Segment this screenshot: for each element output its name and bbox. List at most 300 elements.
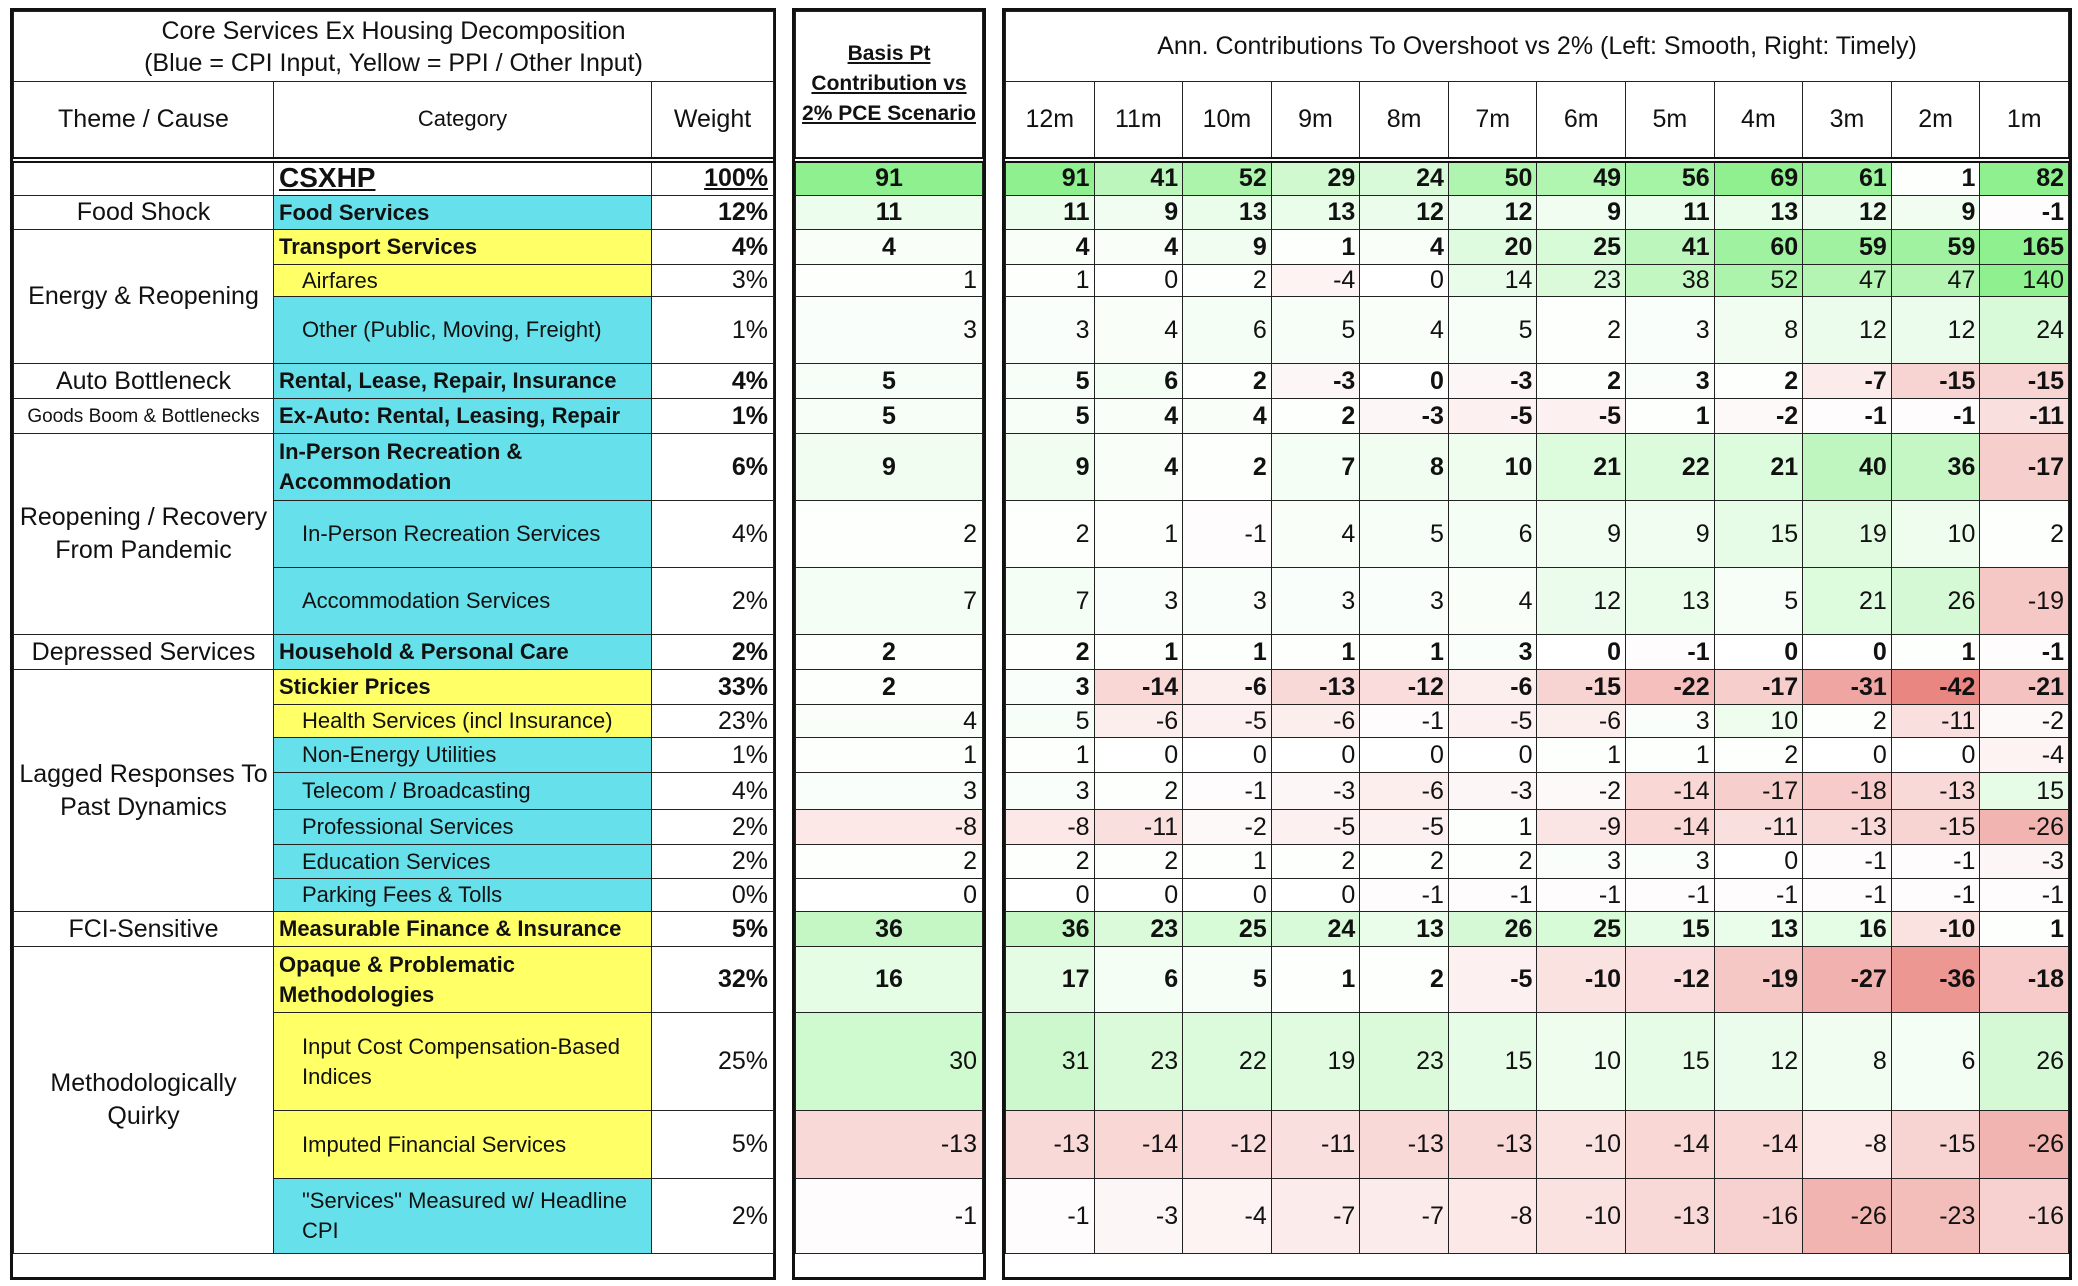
bp-row bbox=[796, 705, 983, 738]
contribution-cell: 2 bbox=[1271, 399, 1360, 434]
contribution-cell: 5 bbox=[1006, 705, 1095, 738]
contribution-cell: 10 bbox=[1537, 1013, 1626, 1111]
contribution-cell: -1 bbox=[1803, 879, 1892, 912]
bp-row bbox=[796, 773, 983, 810]
contribution-row bbox=[1006, 947, 2069, 1013]
bp-row bbox=[796, 568, 983, 635]
contribution-cell: -42 bbox=[1891, 670, 1980, 705]
bp-row bbox=[796, 879, 983, 912]
contribution-row bbox=[1006, 1179, 2069, 1254]
bp-row bbox=[796, 364, 983, 399]
contribution-cell: 5 bbox=[1006, 364, 1095, 399]
category-cell bbox=[274, 568, 652, 635]
bp-value-cell: -1 bbox=[796, 1179, 983, 1254]
bp-header: Basis Pt Contribution vs 2% PCE Scenario bbox=[796, 12, 983, 158]
contribution-cell: 13 bbox=[1360, 912, 1449, 947]
category-label: Rental, Lease, Repair, Insurance bbox=[279, 368, 617, 393]
bp-value-cell: 3 bbox=[796, 773, 983, 810]
bp-row bbox=[796, 845, 983, 879]
contribution-cell: 3 bbox=[1626, 364, 1715, 399]
contribution-cell: 41 bbox=[1626, 230, 1715, 265]
category-cell bbox=[274, 879, 652, 912]
contribution-cell: 10 bbox=[1448, 434, 1537, 501]
contribution-cell: 1 bbox=[1537, 738, 1626, 773]
contribution-cell: -15 bbox=[1891, 810, 1980, 845]
contribution-cell: -5 bbox=[1448, 399, 1537, 434]
month-header: 3m bbox=[1803, 82, 1892, 158]
month-header: 1m bbox=[1980, 82, 2069, 158]
contribution-cell: 91 bbox=[1006, 162, 1095, 196]
table-row bbox=[14, 434, 774, 501]
contribution-cell: 3 bbox=[1360, 568, 1449, 635]
month-header: 8m bbox=[1360, 82, 1449, 158]
bp-row bbox=[796, 196, 983, 230]
contribution-cell: 1 bbox=[1094, 501, 1183, 568]
contribution-cell: 10 bbox=[1891, 501, 1980, 568]
bp-row bbox=[796, 1013, 983, 1111]
contribution-row bbox=[1006, 364, 2069, 399]
contribution-cell: 13 bbox=[1271, 196, 1360, 230]
contribution-cell: -14 bbox=[1626, 810, 1715, 845]
contribution-cell: 6 bbox=[1891, 1013, 1980, 1111]
contribution-cell: 9 bbox=[1537, 196, 1626, 230]
weight-cell: 23% bbox=[652, 705, 774, 738]
contribution-row bbox=[1006, 196, 2069, 230]
contribution-cell: 3 bbox=[1448, 635, 1537, 670]
contribution-row bbox=[1006, 162, 2069, 196]
contribution-cell: -21 bbox=[1980, 670, 2069, 705]
category-label: Stickier Prices bbox=[279, 674, 431, 699]
category-label: Food Services bbox=[279, 199, 430, 225]
weight-cell: 4% bbox=[652, 501, 774, 568]
contribution-cell: 25 bbox=[1537, 230, 1626, 265]
contribution-cell: 0 bbox=[1271, 879, 1360, 912]
title-row bbox=[14, 12, 774, 82]
category-label: Transport Services bbox=[279, 234, 478, 259]
contribution-cell: 13 bbox=[1183, 196, 1272, 230]
contribution-cell: 1 bbox=[1448, 810, 1537, 845]
category-cell bbox=[274, 501, 652, 568]
contribution-cell: 49 bbox=[1537, 162, 1626, 196]
contribution-cell: -13 bbox=[1006, 1111, 1095, 1179]
contribution-cell: 9 bbox=[1891, 196, 1980, 230]
bp-row bbox=[796, 670, 983, 705]
contribution-row bbox=[1006, 434, 2069, 501]
category-label: Telecom / Broadcasting bbox=[302, 778, 531, 803]
bp-row bbox=[796, 230, 983, 265]
contribution-cell: 29 bbox=[1271, 162, 1360, 196]
contribution-cell: 2 bbox=[1360, 845, 1449, 879]
month-header: 11m bbox=[1094, 82, 1183, 158]
contribution-cell: 12 bbox=[1803, 297, 1892, 364]
contribution-cell: -17 bbox=[1714, 670, 1803, 705]
weight-cell: 12% bbox=[652, 196, 774, 230]
contribution-cell: 21 bbox=[1714, 434, 1803, 501]
contribution-cell: -3 bbox=[1980, 845, 2069, 879]
contribution-cell: 5 bbox=[1271, 297, 1360, 364]
contribution-cell: 0 bbox=[1360, 738, 1449, 773]
contribution-row bbox=[1006, 568, 2069, 635]
contribution-cell: -15 bbox=[1891, 1111, 1980, 1179]
contribution-cell: 3 bbox=[1626, 705, 1715, 738]
contribution-cell: 10 bbox=[1714, 705, 1803, 738]
contribution-cell: 4 bbox=[1094, 399, 1183, 434]
contribution-cell: 60 bbox=[1714, 230, 1803, 265]
table-row bbox=[14, 196, 774, 230]
contribution-cell: -2 bbox=[1980, 705, 2069, 738]
bp-value-cell: 7 bbox=[796, 568, 983, 635]
contribution-cell: 25 bbox=[1183, 912, 1272, 947]
month-header: 10m bbox=[1183, 82, 1272, 158]
contribution-cell: 6 bbox=[1094, 364, 1183, 399]
bp-value-cell: 16 bbox=[796, 947, 983, 1013]
contribution-cell: -31 bbox=[1803, 670, 1892, 705]
contribution-cell: -1 bbox=[1448, 879, 1537, 912]
contribution-cell: -14 bbox=[1714, 1111, 1803, 1179]
theme-cell: Reopening / Recovery From Pandemic bbox=[14, 434, 274, 635]
contribution-cell: 0 bbox=[1006, 879, 1095, 912]
bp-value-cell: 91 bbox=[796, 162, 983, 196]
category-label: Professional Services bbox=[302, 814, 514, 839]
weight-cell: 2% bbox=[652, 568, 774, 635]
contribution-cell: 9 bbox=[1183, 230, 1272, 265]
contribution-cell: 3 bbox=[1006, 670, 1095, 705]
contribution-cell: -5 bbox=[1537, 399, 1626, 434]
contribution-cell: -5 bbox=[1448, 947, 1537, 1013]
contribution-cell: 2 bbox=[1980, 501, 2069, 568]
weight-cell: 2% bbox=[652, 845, 774, 879]
col-category-header: Category bbox=[274, 82, 652, 158]
contribution-cell: 2 bbox=[1448, 845, 1537, 879]
bp-value-cell: 1 bbox=[796, 738, 983, 773]
contribution-cell: 22 bbox=[1183, 1013, 1272, 1111]
contribution-cell: 0 bbox=[1183, 738, 1272, 773]
contribution-cell: 4 bbox=[1094, 297, 1183, 364]
contribution-cell: 19 bbox=[1271, 1013, 1360, 1111]
weight-cell: 4% bbox=[652, 773, 774, 810]
bp-value-cell: 4 bbox=[796, 230, 983, 265]
contribution-row bbox=[1006, 705, 2069, 738]
contribution-row bbox=[1006, 501, 2069, 568]
month-header: 12m bbox=[1006, 82, 1095, 158]
bp-row bbox=[796, 399, 983, 434]
contribution-row bbox=[1006, 845, 2069, 879]
category-cell bbox=[274, 1013, 652, 1111]
contribution-cell: 41 bbox=[1094, 162, 1183, 196]
contribution-cell: -13 bbox=[1891, 773, 1980, 810]
contribution-cell: -15 bbox=[1891, 364, 1980, 399]
contribution-cell: 6 bbox=[1448, 501, 1537, 568]
category-label: Opaque & Problematic Methodologies bbox=[279, 951, 515, 1007]
contribution-cell: 4 bbox=[1360, 230, 1449, 265]
contribution-cell: -14 bbox=[1094, 1111, 1183, 1179]
table-row bbox=[14, 399, 774, 434]
contribution-cell: 11 bbox=[1006, 196, 1095, 230]
weight-cell: 6% bbox=[652, 434, 774, 501]
bp-value-cell: 2 bbox=[796, 845, 983, 879]
category-cell bbox=[274, 947, 652, 1013]
contribution-cell: 8 bbox=[1360, 434, 1449, 501]
contribution-cell: 2 bbox=[1714, 364, 1803, 399]
contribution-cell: -1 bbox=[1714, 879, 1803, 912]
contribution-cell: 9 bbox=[1006, 434, 1095, 501]
contribution-cell: 1 bbox=[1891, 162, 1980, 196]
contribution-cell: 2 bbox=[1537, 297, 1626, 364]
contribution-cell: 15 bbox=[1980, 773, 2069, 810]
weight-cell: 1% bbox=[652, 399, 774, 434]
bp-row bbox=[796, 1179, 983, 1254]
contribution-cell: -15 bbox=[1980, 364, 2069, 399]
contribution-cell: -26 bbox=[1980, 810, 2069, 845]
contribution-cell: -11 bbox=[1094, 810, 1183, 845]
contribution-cell: -26 bbox=[1803, 1179, 1892, 1254]
contribution-cell: 0 bbox=[1891, 738, 1980, 773]
contribution-cell: -1 bbox=[1183, 773, 1272, 810]
contribution-cell: -18 bbox=[1803, 773, 1892, 810]
contribution-cell: 1 bbox=[1360, 635, 1449, 670]
contribution-cell: -16 bbox=[1980, 1179, 2069, 1254]
contribution-cell: 4 bbox=[1360, 297, 1449, 364]
contribution-cell: 23 bbox=[1537, 265, 1626, 297]
contribution-cell: -6 bbox=[1360, 773, 1449, 810]
category-cell bbox=[274, 738, 652, 773]
contribution-cell: 12 bbox=[1448, 196, 1537, 230]
bp-row bbox=[796, 947, 983, 1013]
category-cell bbox=[274, 773, 652, 810]
contribution-cell: -3 bbox=[1360, 399, 1449, 434]
bp-value-cell: 5 bbox=[796, 399, 983, 434]
contribution-cell: 9 bbox=[1094, 196, 1183, 230]
contribution-cell: 2 bbox=[1183, 364, 1272, 399]
contribution-cell: 23 bbox=[1094, 1013, 1183, 1111]
contribution-cell: -1 bbox=[1803, 399, 1892, 434]
category-cell bbox=[274, 810, 652, 845]
contribution-cell: 1 bbox=[1980, 912, 2069, 947]
contribution-cell: -6 bbox=[1094, 705, 1183, 738]
contribution-cell: 11 bbox=[1626, 196, 1715, 230]
contribution-cell: -8 bbox=[1448, 1179, 1537, 1254]
contribution-cell: 2 bbox=[1094, 845, 1183, 879]
contribution-cell: 1 bbox=[1006, 265, 1095, 297]
category-label: Accommodation Services bbox=[302, 588, 551, 613]
contribution-cell: -13 bbox=[1271, 670, 1360, 705]
contribution-cell: 52 bbox=[1714, 265, 1803, 297]
contribution-cell: 12 bbox=[1803, 196, 1892, 230]
contribution-cell: -11 bbox=[1891, 705, 1980, 738]
contribution-cell: 3 bbox=[1537, 845, 1626, 879]
bp-value-cell: 11 bbox=[796, 196, 983, 230]
contribution-cell: 1 bbox=[1626, 738, 1715, 773]
category-label: Parking Fees & Tolls bbox=[302, 882, 503, 907]
contribution-cell: -36 bbox=[1891, 947, 1980, 1013]
contribution-cell: 52 bbox=[1183, 162, 1272, 196]
contribution-cell: -1 bbox=[1360, 705, 1449, 738]
contribution-cell: 3 bbox=[1626, 845, 1715, 879]
contribution-cell: 5 bbox=[1006, 399, 1095, 434]
contribution-cell: -1 bbox=[1891, 879, 1980, 912]
contribution-cell: -12 bbox=[1360, 670, 1449, 705]
contribution-cell: 61 bbox=[1803, 162, 1892, 196]
contribution-row bbox=[1006, 738, 2069, 773]
contribution-cell: 50 bbox=[1448, 162, 1537, 196]
bp-value-cell: 2 bbox=[796, 635, 983, 670]
category-cell bbox=[274, 297, 652, 364]
category-label: Ex-Auto: Rental, Leasing, Repair bbox=[279, 403, 621, 428]
category-label: Imputed Financial Services bbox=[302, 1131, 567, 1157]
contribution-cell: 4 bbox=[1448, 568, 1537, 635]
contribution-cell: 13 bbox=[1626, 568, 1715, 635]
contribution-row bbox=[1006, 230, 2069, 265]
contribution-cell: -1 bbox=[1537, 879, 1626, 912]
contribution-cell: -11 bbox=[1980, 399, 2069, 434]
col-theme-header: Theme / Cause bbox=[14, 82, 274, 158]
contribution-cell: -13 bbox=[1803, 810, 1892, 845]
right-title-row bbox=[1006, 12, 2069, 82]
contribution-cell: -1 bbox=[1626, 879, 1715, 912]
contribution-cell: 2 bbox=[1094, 773, 1183, 810]
contribution-cell: 8 bbox=[1714, 297, 1803, 364]
contribution-cell: 0 bbox=[1094, 879, 1183, 912]
month-header: 6m bbox=[1537, 82, 1626, 158]
contribution-cell: 1 bbox=[1271, 947, 1360, 1013]
contribution-cell: 0 bbox=[1537, 635, 1626, 670]
month-header: 5m bbox=[1626, 82, 1715, 158]
category-cell bbox=[274, 196, 652, 230]
contribution-cell: 2 bbox=[1006, 845, 1095, 879]
contribution-cell: -12 bbox=[1183, 1111, 1272, 1179]
contribution-cell: 15 bbox=[1626, 1013, 1715, 1111]
annualized-contributions-panel bbox=[1002, 8, 2072, 1280]
contribution-cell: 24 bbox=[1360, 162, 1449, 196]
contribution-cell: -3 bbox=[1271, 364, 1360, 399]
theme-cell: Energy & Reopening bbox=[14, 230, 274, 364]
contribution-cell: 2 bbox=[1360, 947, 1449, 1013]
contribution-cell: 31 bbox=[1006, 1013, 1095, 1111]
contribution-cell: -1 bbox=[1803, 845, 1892, 879]
contribution-cell: 0 bbox=[1803, 738, 1892, 773]
contribution-row bbox=[1006, 912, 2069, 947]
bp-value-cell: 30 bbox=[796, 1013, 983, 1111]
contribution-cell: -6 bbox=[1448, 670, 1537, 705]
contribution-cell: 4 bbox=[1094, 230, 1183, 265]
contribution-cell: 23 bbox=[1360, 1013, 1449, 1111]
contribution-cell: -4 bbox=[1980, 738, 2069, 773]
contribution-cell: -1 bbox=[1980, 635, 2069, 670]
table-row bbox=[14, 635, 774, 670]
contribution-row bbox=[1006, 399, 2069, 434]
annualized-contributions-table bbox=[1005, 11, 2069, 1254]
contribution-cell: -26 bbox=[1980, 1111, 2069, 1179]
contribution-cell: 0 bbox=[1714, 635, 1803, 670]
decomposition-panel bbox=[10, 8, 776, 1280]
contribution-cell: -5 bbox=[1360, 810, 1449, 845]
contribution-cell: -15 bbox=[1537, 670, 1626, 705]
category-cell bbox=[274, 399, 652, 434]
contribution-cell: 13 bbox=[1714, 196, 1803, 230]
contribution-cell: 5 bbox=[1714, 568, 1803, 635]
contribution-cell: 24 bbox=[1271, 912, 1360, 947]
theme-cell: Depressed Services bbox=[14, 635, 274, 670]
category-cell bbox=[274, 1179, 652, 1254]
theme-cell: Food Shock bbox=[14, 196, 274, 230]
contribution-cell: -2 bbox=[1714, 399, 1803, 434]
contribution-cell: 36 bbox=[1006, 912, 1095, 947]
contribution-row bbox=[1006, 773, 2069, 810]
category-cell bbox=[274, 265, 652, 297]
theme-cell: Methodologically Quirky bbox=[14, 947, 274, 1254]
contribution-cell: 82 bbox=[1980, 162, 2069, 196]
contribution-cell: 2 bbox=[1803, 705, 1892, 738]
contribution-cell: 15 bbox=[1626, 912, 1715, 947]
bp-row bbox=[796, 635, 983, 670]
bp-value-cell: 36 bbox=[796, 912, 983, 947]
category-label: Input Cost Compensation-Based Indices bbox=[302, 1033, 620, 1089]
contribution-cell: 2 bbox=[1183, 265, 1272, 297]
contribution-row bbox=[1006, 879, 2069, 912]
contribution-cell: -17 bbox=[1714, 773, 1803, 810]
bp-contribution-table bbox=[795, 11, 983, 1254]
contribution-cell: -1 bbox=[1891, 845, 1980, 879]
month-header: 2m bbox=[1891, 82, 1980, 158]
weight-cell: 2% bbox=[652, 810, 774, 845]
bp-value-cell: 2 bbox=[796, 501, 983, 568]
bp-value-cell: 9 bbox=[796, 434, 983, 501]
month-header: 9m bbox=[1271, 82, 1360, 158]
category-label: Other (Public, Moving, Freight) bbox=[302, 317, 602, 342]
category-label: Airfares bbox=[302, 267, 378, 293]
weight-cell: 32% bbox=[652, 947, 774, 1013]
contribution-cell: 19 bbox=[1803, 501, 1892, 568]
contribution-cell: -23 bbox=[1891, 1179, 1980, 1254]
contribution-cell: -6 bbox=[1271, 705, 1360, 738]
contribution-row bbox=[1006, 810, 2069, 845]
contribution-cell: -13 bbox=[1448, 1111, 1537, 1179]
contribution-cell: -13 bbox=[1626, 1179, 1715, 1254]
category-label: In-Person Recreation Services bbox=[302, 521, 601, 546]
contribution-cell: 12 bbox=[1537, 568, 1626, 635]
table-row bbox=[14, 947, 774, 1013]
contribution-cell: 3 bbox=[1271, 568, 1360, 635]
contribution-cell: 6 bbox=[1183, 297, 1272, 364]
contribution-cell: 7 bbox=[1006, 568, 1095, 635]
decomposition-table bbox=[13, 11, 774, 1254]
contribution-cell: -27 bbox=[1803, 947, 1892, 1013]
category-label: "Services" Measured w/ Headline CPI bbox=[302, 1188, 627, 1243]
weight-cell: 3% bbox=[652, 265, 774, 297]
contribution-cell: 1 bbox=[1183, 635, 1272, 670]
contribution-cell: -14 bbox=[1094, 670, 1183, 705]
contribution-cell: -17 bbox=[1980, 434, 2069, 501]
contribution-cell: 15 bbox=[1448, 1013, 1537, 1111]
contribution-cell: -6 bbox=[1183, 670, 1272, 705]
contribution-cell: -5 bbox=[1448, 705, 1537, 738]
category-cell bbox=[274, 705, 652, 738]
contribution-cell: 2 bbox=[1006, 635, 1095, 670]
table-row bbox=[14, 670, 774, 705]
bp-value-cell: 4 bbox=[796, 705, 983, 738]
contribution-cell: 0 bbox=[1803, 635, 1892, 670]
contribution-cell: 8 bbox=[1803, 1013, 1892, 1111]
weight-cell: 2% bbox=[652, 1179, 774, 1254]
contribution-cell: -1 bbox=[1360, 879, 1449, 912]
contribution-cell: 4 bbox=[1271, 501, 1360, 568]
bp-row bbox=[796, 810, 983, 845]
bp-header-row bbox=[796, 12, 983, 158]
contribution-cell: -9 bbox=[1537, 810, 1626, 845]
bp-row bbox=[796, 501, 983, 568]
contribution-cell: 2 bbox=[1006, 501, 1095, 568]
contribution-cell: 1 bbox=[1006, 738, 1095, 773]
